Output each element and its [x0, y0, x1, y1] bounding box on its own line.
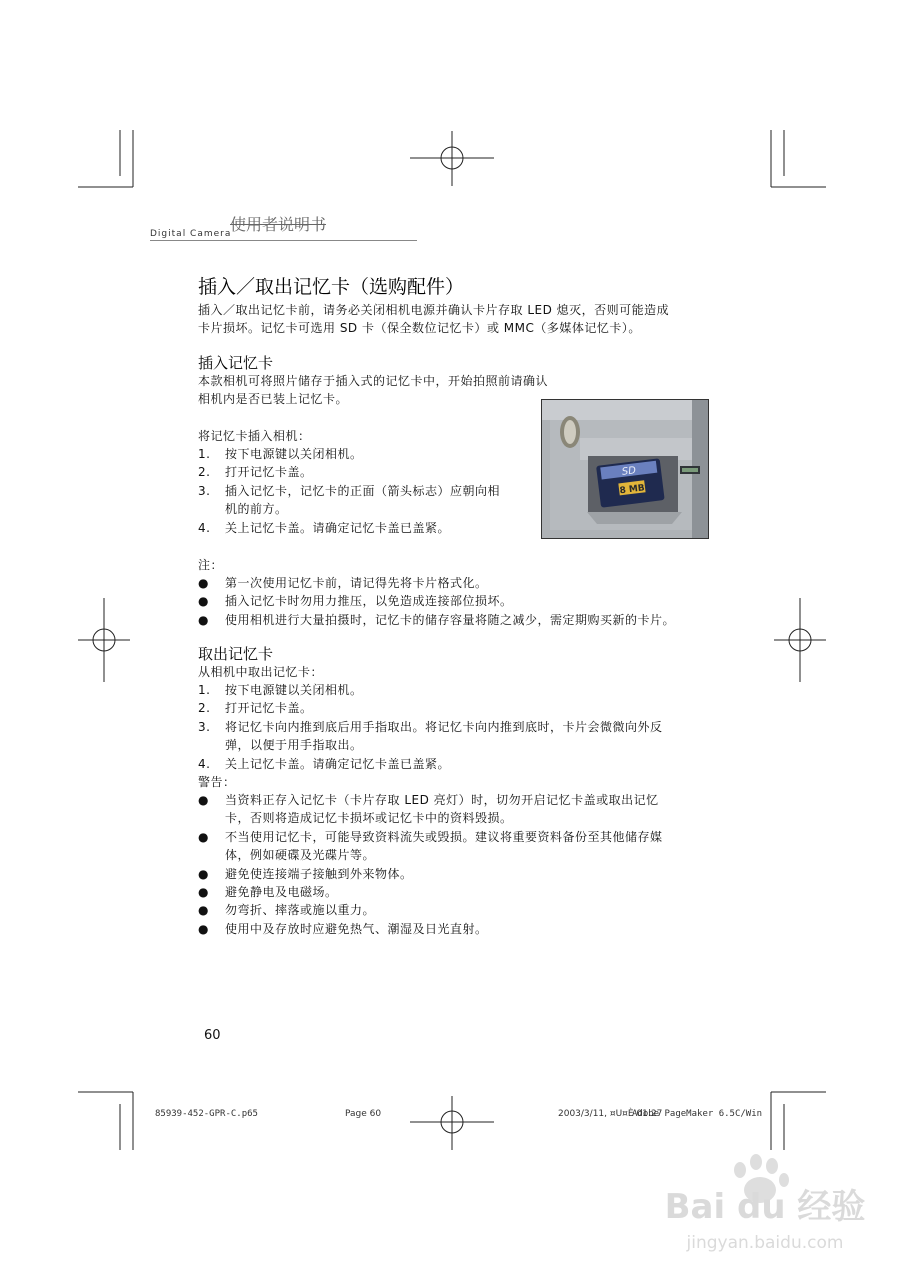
- bullet-icon: ●: [198, 793, 209, 807]
- page-number: 60: [204, 1028, 221, 1043]
- bullet-icon: ●: [198, 830, 209, 844]
- insert-step-1: 按下电源键以关闭相机。: [225, 447, 363, 461]
- remove-steps: [198, 681, 718, 776]
- step-number: 2.: [198, 701, 211, 715]
- bullet-icon: ●: [198, 867, 209, 881]
- step-number: 1.: [198, 683, 211, 697]
- note-2: 插入记忆卡时勿用力推压，以免造成连接部位损坏。: [225, 594, 513, 608]
- page-title: 插入／取出记忆卡（选购配件）: [198, 276, 465, 298]
- remove-step-1: 按下电源键以关闭相机。: [225, 683, 363, 697]
- watermark-logo: Bai du 经验: [664, 1187, 866, 1227]
- warning-6: 使用中及存放时应避免热气、潮湿及日光直射。: [225, 922, 488, 936]
- warning-1-line-2: 卡，否则将造成记忆卡损坏或记忆卡中的资料毁损。: [225, 811, 513, 825]
- insert-desc-1: 本款相机可将照片储存于插入式的记忆卡中，开始拍照前请确认: [198, 374, 549, 388]
- footer-file: 85939-452-GPR-C.p65: [155, 1109, 258, 1119]
- insert-step-4: 关上记忆卡盖。请确定记忆卡盖已盖紧。: [225, 521, 451, 535]
- note-3: 使用相机进行大量拍摄时，记忆卡的储存容量将随之减少，需定期购买新的卡片。: [225, 613, 676, 627]
- remove-heading: 取出记忆卡: [198, 645, 274, 663]
- notes-list: [198, 574, 718, 630]
- bullet-icon: ●: [198, 922, 209, 936]
- header-rule: [150, 240, 417, 241]
- step-number: 4.: [198, 757, 211, 771]
- intro-line-2: 卡片损坏。记忆卡可选用 SD 卡（保全数位记忆卡）或 MMC（多媒体记忆卡）。: [198, 321, 641, 335]
- card-capacity: 8 MB: [619, 483, 646, 497]
- insert-desc-2: 相机内是否已装上记忆卡。: [198, 392, 349, 406]
- warning-1-line-1: 当资料正存入记忆卡（卡片存取 LED 亮灯）时，切勿开启记忆卡盖或取出记忆: [225, 793, 659, 807]
- step-number: 3.: [198, 720, 211, 734]
- warning-2-line-2: 体，例如硬碟及光碟片等。: [225, 848, 376, 862]
- bullet-icon: ●: [198, 594, 209, 608]
- bullet-icon: ●: [198, 885, 209, 899]
- header-title-cn: 使用者说明书: [230, 215, 327, 234]
- note-1: 第一次使用记忆卡前，请记得先将卡片格式化。: [225, 576, 488, 590]
- remove-step-3: 将记忆卡向内推到底后用手指取出。将记忆卡向内推到底时，卡片会微微向外反: [225, 720, 663, 734]
- warning-4: 避免静电及电磁场。: [225, 885, 338, 899]
- remove-step-3-cont: 弹，以便于用手指取出。: [225, 738, 363, 752]
- bullet-icon: ●: [198, 903, 209, 917]
- step-number: 1.: [198, 447, 211, 461]
- insert-heading: 插入记忆卡: [198, 354, 274, 372]
- watermark-url: jingyan.baidu.com: [686, 1233, 844, 1253]
- insert-step-2: 打开记忆卡盖。: [225, 465, 313, 479]
- header-brand-en: Digital Camera: [150, 229, 232, 239]
- step-number: 4.: [198, 521, 211, 535]
- footer-date: 2003/3/11, ¤U¤È 01:27: [558, 1109, 663, 1119]
- warning-3: 避免使连接端子接触到外来物体。: [225, 867, 413, 881]
- insert-step-3-cont: 机的前方。: [225, 502, 288, 516]
- card-logo: SD: [621, 465, 637, 478]
- notes-label: 注：: [198, 558, 224, 572]
- bullet-icon: ●: [198, 576, 209, 590]
- intro-line-1: 插入／取出记忆卡前，请务必关闭相机电源并确认卡片存取 LED 熄灭，否则可能造成: [198, 303, 670, 317]
- bullet-icon: ●: [198, 613, 209, 627]
- baidu-watermark: [640, 1148, 890, 1258]
- camera-card-photo: [541, 399, 709, 539]
- remove-lead: 从相机中取出记忆卡：: [198, 665, 324, 679]
- warning-2-line-1: 不当使用记忆卡，可能导致资料流失或毁损。建议将重要资料备份至其他储存媒: [225, 830, 663, 844]
- warnings-list: [198, 791, 718, 941]
- footer-page: Page 60: [345, 1109, 382, 1119]
- step-number: 2.: [198, 465, 211, 479]
- remove-step-4: 关上记忆卡盖。请确定记忆卡盖已盖紧。: [225, 757, 451, 771]
- step-number: 3.: [198, 484, 211, 498]
- insert-step-3: 插入记忆卡，记忆卡的正面（箭头标志）应朝向相: [225, 484, 501, 498]
- warning-5: 勿弯折、摔落或施以重力。: [225, 903, 376, 917]
- insert-steps: [198, 445, 528, 540]
- remove-step-2: 打开记忆卡盖。: [225, 701, 313, 715]
- camera-illustration: [542, 400, 708, 538]
- insert-lead: 将记忆卡插入相机：: [198, 429, 311, 443]
- footer-app: Adobe PageMaker 6.5C/Win: [632, 1109, 763, 1119]
- warnings-label: 警告：: [198, 775, 236, 789]
